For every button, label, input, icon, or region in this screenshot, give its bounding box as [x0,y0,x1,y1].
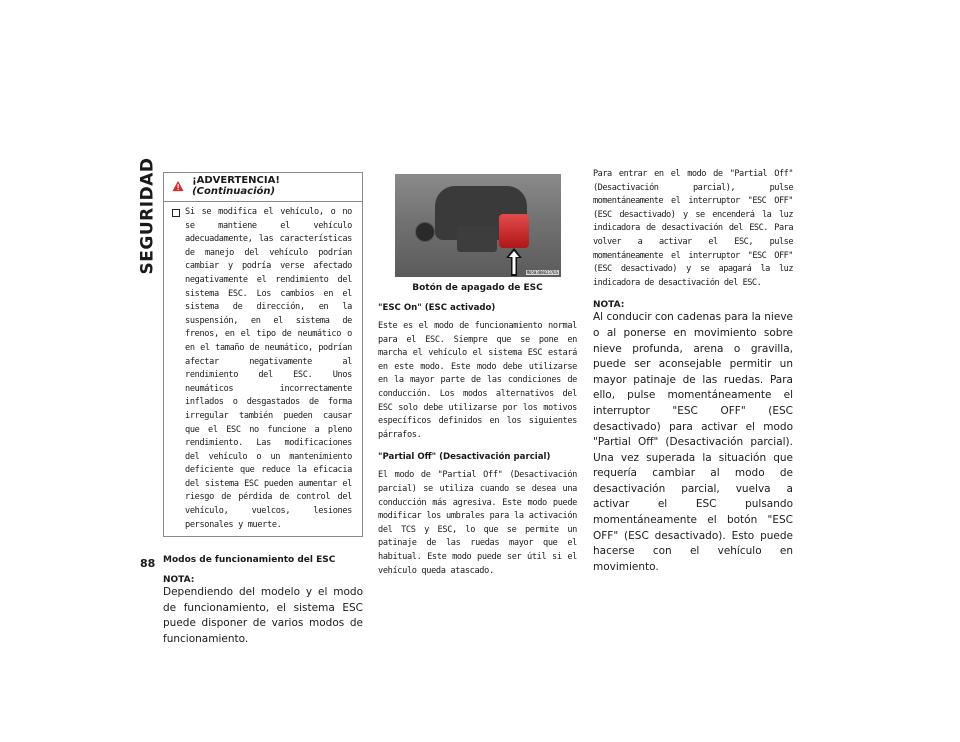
warning-header [164,173,362,201]
section-title: SEGURIDAD [137,157,158,275]
figure-caption: Botón de apagado de ESC [412,283,543,293]
arrow-up-icon [506,248,522,276]
page-number: 88 [140,557,156,570]
modes-heading: Modos de funcionamiento del ESC [163,555,336,566]
note-label-2: NOTA: [593,300,625,311]
parking-button-icon [457,226,497,252]
warning-title: ¡ADVERTENCIA! (Continuación) [192,175,280,197]
partial-off-heading: "Partial Off" (Desactivación parcial) [378,452,551,463]
column-middle [378,174,577,588]
warning-subtitle: (Continuación) [192,186,276,197]
esc-on-heading: "ESC On" (ESC activado) [378,303,496,313]
esc-on-text: Este es el modo de funcionamiento normal para el ESC. Siempre que se pone en marcha el vehículo el sistema ESC estará en este modo. Este modo debe utilizarse en la mayor parte de las condiciones de conducción. Los modos alternativos del ESC solo debe utilizarse por los motivos específicos definidos en los siguientes párrafos. [378,321,577,440]
warning-body [164,201,362,536]
partial-off-text: El modo de "Partial Off" (Desactivación parcial) se utiliza cuando se desea una conducción más agresiva. Este modo puede modificar los umbrales para la activación del TCS y ESC, lo que se permite un patinaje de las ruedas mayor que el habitual. Este modo puede ser útil si el vehículo queda atascado. [378,470,577,576]
warning-text: Si se modifica el vehículo, o no se mantiene el vehículo adecuadamente, las características de manejo del vehículo podrían cambiar y podría verse afectado negativamente el rendimiento del sistema ESC. Los cambios en el sistema de dirección, en la suspensión, en el sistema de frenos, en el tipo de neumático o en el tamaño de neumático, podrían afectar negativamente al rendimiento del ESC. Unos neumáticos incorrectamente inflados o desgastados de forma irregular también pueden causar que el ESC no funcione a pleno rendimiento. Las modificaciones del vehículo o un mantenimiento deficiente que reduce la eficacia del sistema ESC pueden aumentar el riesgo de pérdida de control del vehículo, vuelcos, lesiones personales y muerte. [185,207,352,530]
esc-off-button-photo [395,174,561,277]
warning-box [163,172,363,537]
esc-off-button-icon [499,214,529,248]
note-text: Dependiendo del modelo y el modo de funcionamiento, el sistema ESC puede disponer de varios modos de funcionamiento. [163,586,363,646]
column-right [593,168,793,575]
checkbox-bullet-icon [172,209,180,217]
column-left [163,172,363,648]
knob-icon [415,222,435,242]
warning-triangle-icon [172,180,184,192]
note-text-2: Al conducir con cadenas para la nieve o al ponerse en movimiento sobre nieve profunda, arena o gravilla, puede ser aconsejable permitir un mayor patinaje de las ruedas. Para ello, pulse momentáneamente el interruptor "ESC OFF" (ESC desactivado) para activar el modo "Partial Off" (Desactivación parcial). Una vez superada la situación que requería cambiar al modo de desactivación parcial, vuelva a activar el ESC pulsando momentáneamente el botón "ESC OFF" (ESC desactivado). Esto puede hacerse con el vehículo en movimiento. [593,311,793,573]
figure-code: M0503000237US [526,270,558,275]
partial-off-instructions: Para entrar en el modo de "Partial Off" (Desactivación parcial), pulse momentáneamente el interruptor "ESC OFF" (ESC desactivado) y se encenderá la luz indicadora de desactivación del ESC. Para volver a activar el ESC, pulse momentáneamente el interruptor "ESC OFF" (ESC desactivado) y se apagará la luz indicadora de desactivación del ESC. [593,169,793,288]
note-label: NOTA: [163,575,195,586]
